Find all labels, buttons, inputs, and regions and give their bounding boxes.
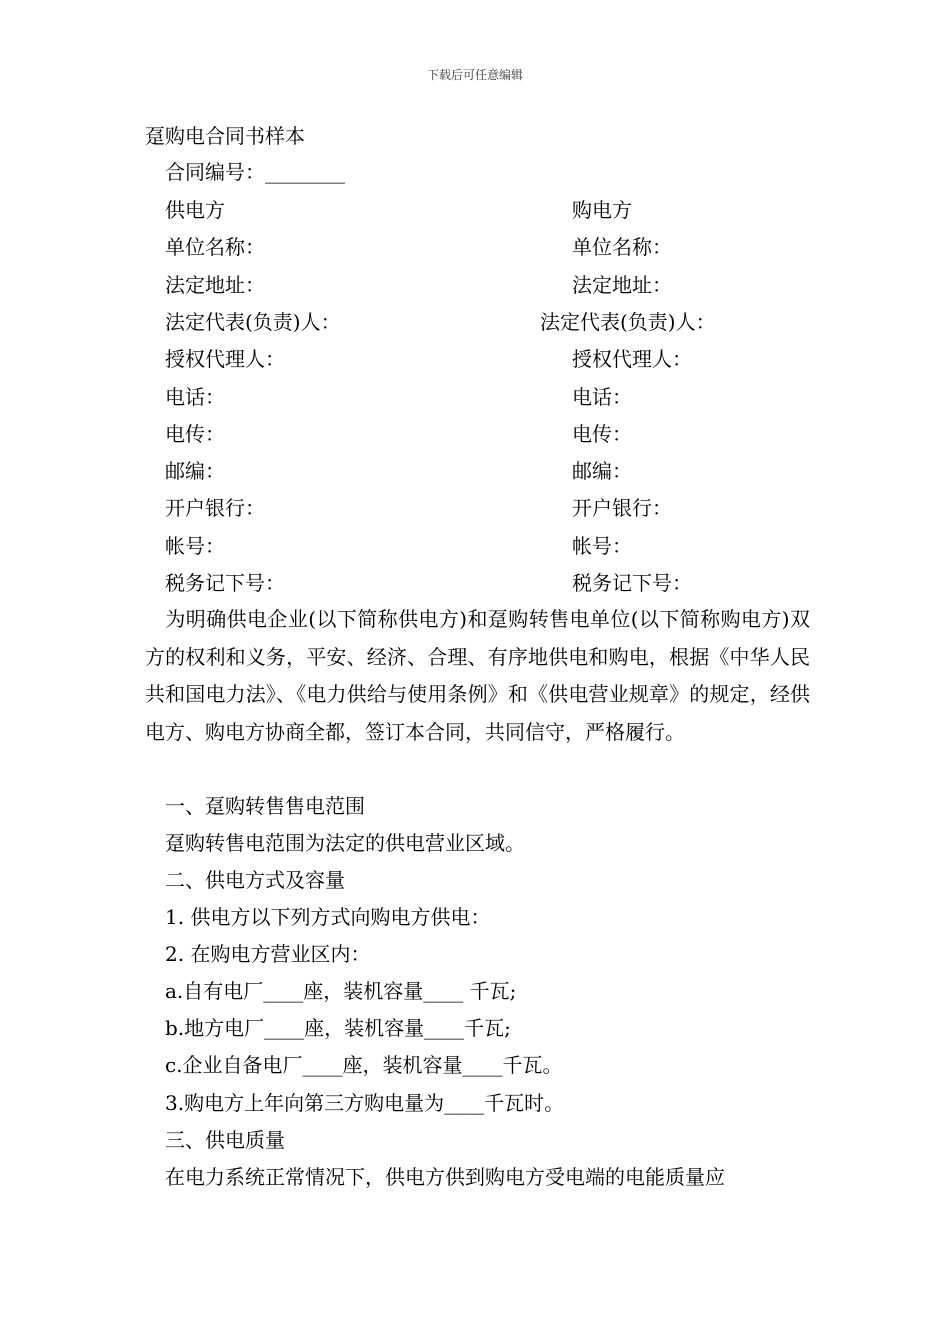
buyer-account: 帐号： [572,534,632,558]
preamble-text: 为明确供电企业(以下简称供电方)和趸购转售电单位(以下简称购电方)双方的权利和义务，平安、经济、合理、有序地供电和购电，根据《中华人民共和国电力法》、《电力供给与使用条例》和《供电营业规章》的规定，经供电方、购电方协商全都，签订本合同，共同信守，严格履行。 [145,607,810,744]
document-title: 趸购电合同书样本 [145,124,305,148]
buyer-heading: 购电方 [572,198,632,222]
section3-heading: 三、供电质量 [165,1128,285,1152]
header-note: 下载后可任意编辑 [426,68,523,82]
buyer-unit-name: 单位名称： [572,235,672,259]
contract-number: 合同编号：________ [165,160,345,184]
section1-heading: 一、趸购转售售电范围 [165,794,365,818]
buyer-tax-no: 税务记下号： [572,571,692,595]
supplier-tax-no: 税务记下号： [165,571,285,595]
buyer-phone: 电话： [572,385,632,409]
preamble-paragraph [145,601,810,751]
supplier-unit-name: 单位名称： [165,235,265,259]
buyer-legal-rep: 法定代表(负责)人： [540,310,716,334]
supplier-heading: 供电方 [165,198,225,222]
buyer-agent: 授权代理人： [572,347,692,371]
section2-item-c: c.企业自备电厂____座，装机容量____千瓦。 [165,1053,563,1077]
supplier-legal-rep: 法定代表(负责)人： [165,310,341,334]
section2-item1: 1. 供电方以下列方式向购电方供电： [165,905,491,929]
section3-text: 在电力系统正常情况下，供电方供到购电方受电端的电能质量应 [165,1165,725,1189]
supplier-phone: 电话： [165,385,225,409]
supplier-account: 帐号： [165,534,225,558]
supplier-agent: 授权代理人： [165,347,285,371]
buyer-fax: 电传： [572,422,632,446]
section2-item-a: a.自有电厂____座，装机容量____ 千瓦; [165,979,517,1003]
section2-item-b: b.地方电厂____座，装机容量____千瓦; [165,1016,511,1040]
buyer-address: 法定地址： [572,273,672,297]
section2-item2: 2. 在购电方营业区内： [165,942,371,966]
section2-heading: 二、供电方式及容量 [165,868,345,892]
buyer-bank: 开户银行： [572,496,672,520]
supplier-fax: 电传： [165,422,225,446]
supplier-address: 法定地址： [165,273,265,297]
supplier-bank: 开户银行： [165,496,265,520]
section2-item3: 3.购电方上年向第三方购电量为____千瓦时。 [165,1091,565,1115]
supplier-postcode: 邮编： [165,459,225,483]
section1-text: 趸购转售电范围为法定的供电营业区域。 [165,831,525,855]
buyer-postcode: 邮编： [572,459,632,483]
